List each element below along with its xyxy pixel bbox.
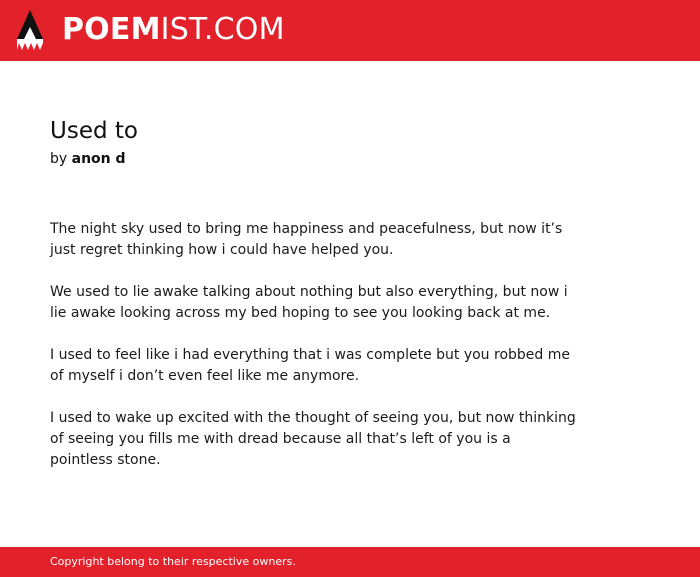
poem-line: pointless stone. (50, 452, 161, 468)
poem-line: I used to feel like i had everything that i was complete but you robbed me (50, 347, 570, 363)
poem-stanza (50, 345, 570, 387)
poem-author: anon d (71, 151, 126, 167)
poem-byline (50, 149, 126, 169)
poem-title: Used to (50, 118, 138, 144)
poem-line: lie awake looking across my bed hoping to see you looking back at me. (50, 305, 551, 321)
brand-light-text: IST.COM (160, 12, 285, 47)
site-footer (0, 547, 700, 577)
site-header (0, 0, 700, 61)
site-logo-text[interactable] (62, 12, 285, 48)
copyright-text: Copyright belong to their respective owners. (50, 555, 296, 568)
poem-stanza (50, 408, 576, 471)
brand-bold-text: POEM (62, 12, 161, 47)
poem-line: just regret thinking how i could have helped you. (50, 242, 394, 258)
by-prefix: by (50, 151, 68, 167)
poem-line: I used to wake up excited with the thought of seeing you, but now thinking (50, 410, 576, 426)
poem-line: of seeing you fills me with dread because all that’s left of you is a (50, 431, 511, 447)
poem-stanza (50, 219, 570, 261)
poem-line: of myself i don’t even feel like me anymore. (50, 368, 360, 384)
poem-body (50, 219, 576, 492)
pencil-tip-icon[interactable] (16, 9, 44, 51)
poem-line: The night sky used to bring me happiness and peacefulness, but now it’s (50, 221, 563, 237)
poem-stanza (50, 282, 570, 324)
poem-line: We used to lie awake talking about nothing but also everything, but now i (50, 284, 568, 300)
